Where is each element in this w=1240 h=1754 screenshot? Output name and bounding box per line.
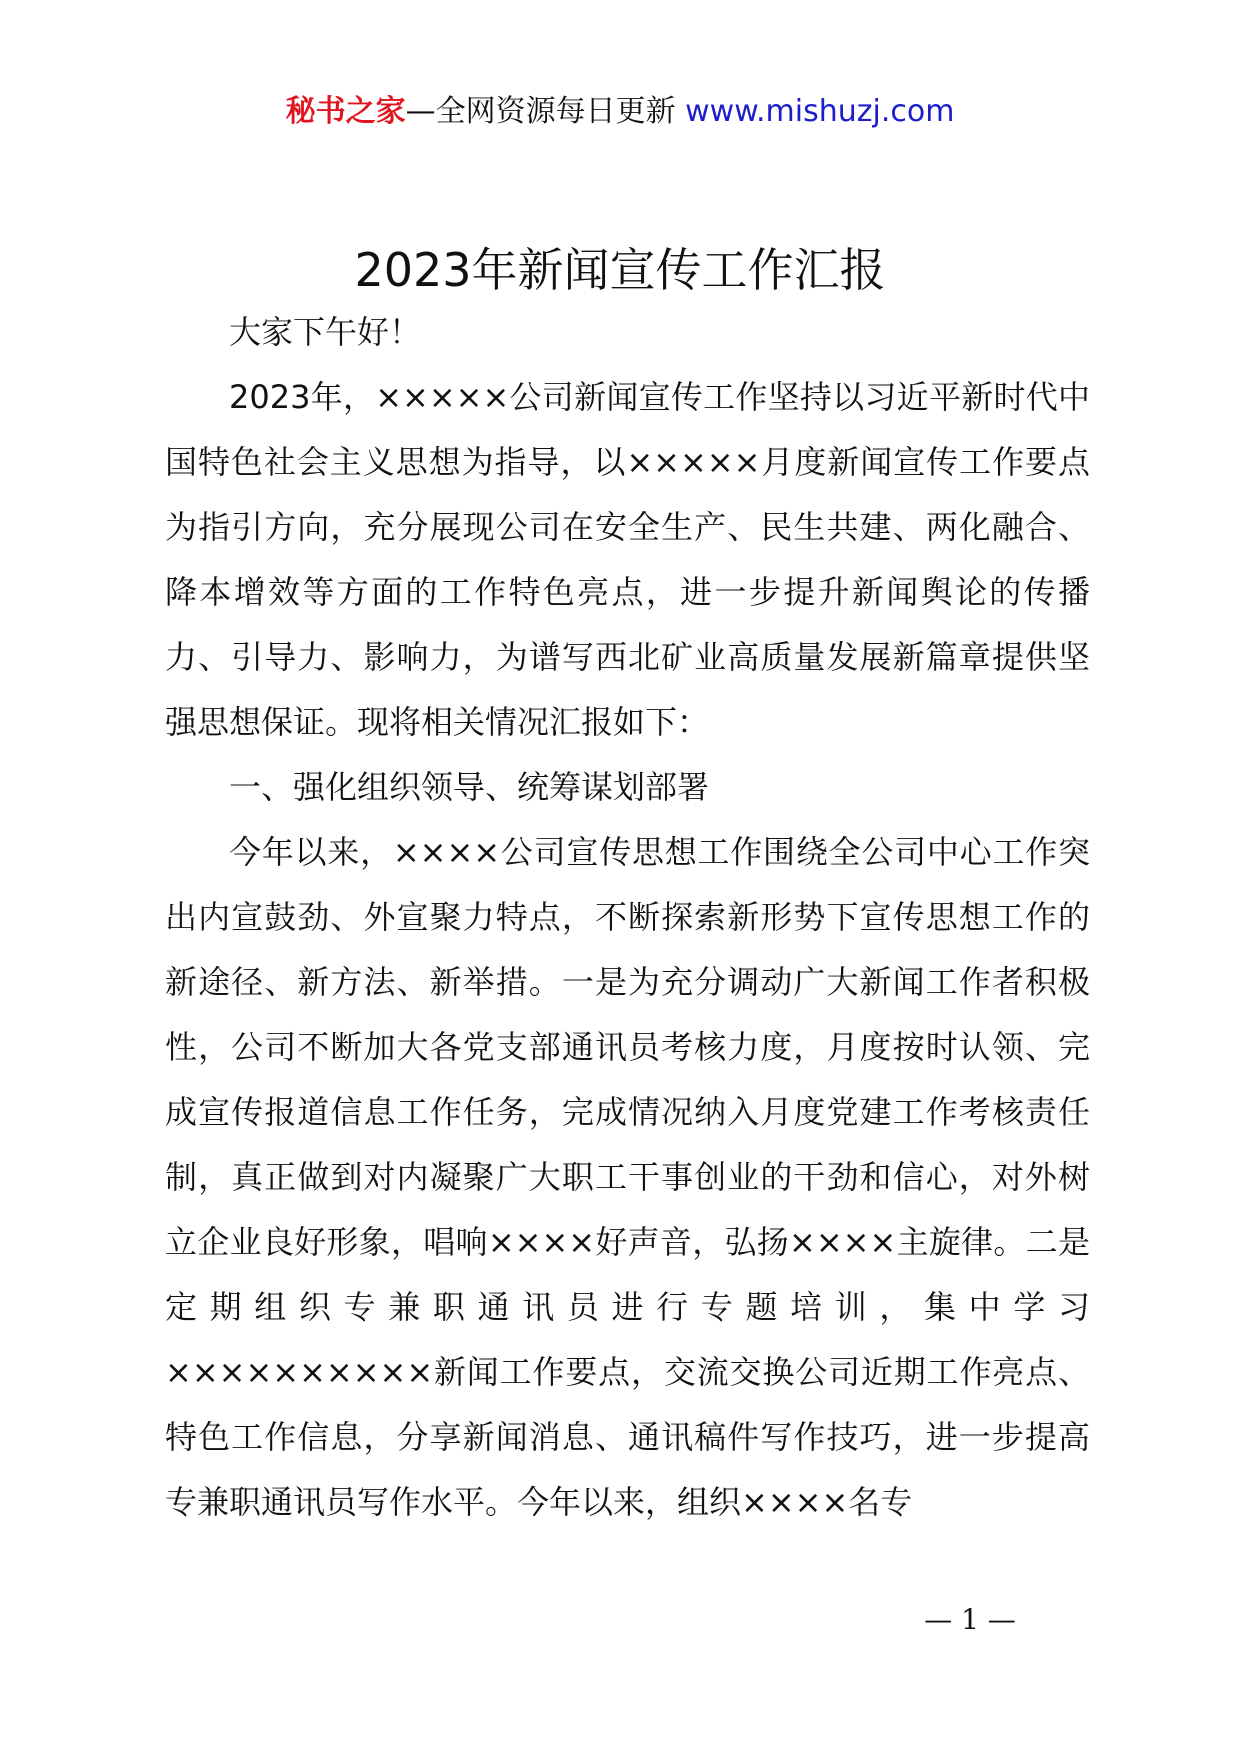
document-title: 2023年新闻宣传工作汇报 [354,243,886,297]
site-brand: 秘书之家 [285,94,406,129]
site-tagline: —全网资源每日更新 [405,94,676,129]
document-body [165,300,1090,1535]
page-number: — 1 — [924,1603,1016,1636]
greeting-paragraph: 大家下午好！ [229,313,422,351]
intro-paragraph: 2023年，×××××公司新闻宣传工作坚持以习近平新时代中国特色社会主义思想为指导，以×××××月度新闻宣传工作要点为指引方向，充分展现公司在安全生产、民生共建、两化融合、降本增效等方面的工作特色亮点，进一步提升新闻舆论的传播力、引导力、影响力，为谱写西北矿业高质量发展新篇章提供坚强思想保证。现将相关情况汇报如下： [165,378,1090,741]
site-header [0,92,1240,132]
section-heading: 一、强化组织领导、统筹谋划部署 [229,768,710,806]
site-url[interactable]: www.mishuzj.com [685,94,955,129]
body-paragraph: 今年以来，××××公司宣传思想工作围绕全公司中心工作突出内宣鼓劲、外宣聚力特点，不断探索新形势下宣传思想工作的新途径、新方法、新举措。一是为充分调动广大新闻工作者积极性，公司不断加大各党支部通讯员考核力度，月度按时认领、完成宣传报道信息工作任务，完成情况纳入月度党建工作考核责任制，真正做到对内凝聚广大职工干事创业的干劲和信心，对外树立企业良好形象，唱响××××好声音，弘扬××××主旋律。二是定期组织专兼职通讯员进行专题培训，集中学习××××××××××新闻工作要点，交流交换公司近期工作亮点、特色工作信息，分享新闻消息、通讯稿件写作技巧，进一步提高专兼职通讯员写作水平。今年以来，组织××××名专 [165,833,1090,1521]
